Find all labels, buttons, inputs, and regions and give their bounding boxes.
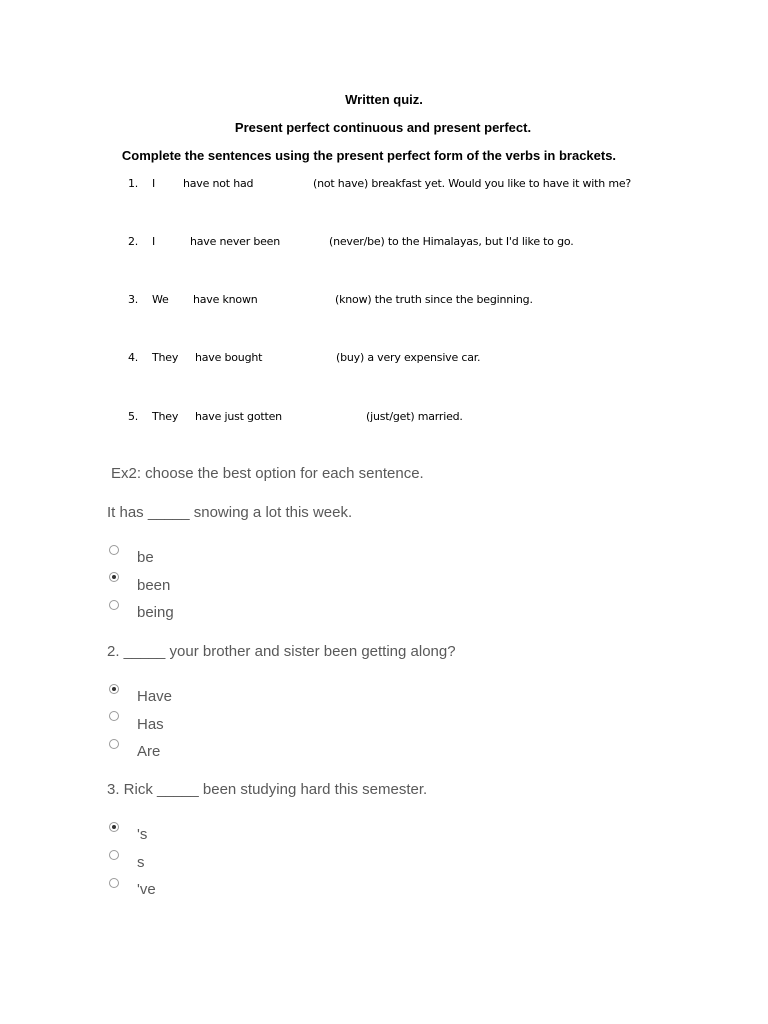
radio-button[interactable] <box>109 711 119 721</box>
radio-button[interactable] <box>109 684 119 694</box>
question-text: It has _____ snowing a lot this week. <box>107 504 353 521</box>
item-number: 2. <box>128 235 139 248</box>
item-answer: have never been <box>190 235 281 248</box>
item-number: 1. <box>128 177 139 190</box>
radio-button[interactable] <box>109 822 119 832</box>
radio-button[interactable] <box>109 572 119 582</box>
option-label[interactable]: Are <box>137 743 161 760</box>
quiz-subtitle: Present perfect continuous and present perfect. <box>234 120 532 135</box>
item-rest: (just/get) married. <box>366 410 463 423</box>
quiz-title: Written quiz. <box>345 92 423 107</box>
exercise-item <box>0 351 768 369</box>
option-label[interactable]: be <box>137 549 154 566</box>
item-rest: (never/be) to the Himalayas, but I'd like to go. <box>329 235 574 248</box>
option-label[interactable]: 've <box>137 881 156 898</box>
item-answer: have not had <box>183 177 254 190</box>
quiz-instruction: Complete the sentences using the present perfect form of the verbs in brackets. <box>121 148 617 163</box>
exercise-item <box>0 410 768 428</box>
item-answer: have just gotten <box>195 410 282 423</box>
exercise-item <box>0 235 768 253</box>
item-subject: They <box>152 410 179 423</box>
option-label[interactable]: been <box>137 577 171 594</box>
radio-button[interactable] <box>109 878 119 888</box>
exercise-item <box>0 293 768 311</box>
item-answer: have known <box>193 293 258 306</box>
item-rest: (buy) a very expensive car. <box>336 351 481 364</box>
option-label[interactable]: Have <box>137 688 173 705</box>
option-label[interactable]: being <box>137 604 174 621</box>
item-number: 3. <box>128 293 139 306</box>
item-rest: (not have) breakfast yet. Would you like to have it with me? <box>313 177 632 190</box>
option-label[interactable]: Has <box>137 716 164 733</box>
radio-button[interactable] <box>109 739 119 749</box>
item-subject: I <box>152 177 156 190</box>
radio-button[interactable] <box>109 545 119 555</box>
item-subject: We <box>152 293 169 306</box>
item-subject: I <box>152 235 156 248</box>
question-text: 3. Rick _____ been studying hard this semester. <box>107 781 428 798</box>
radio-button[interactable] <box>109 850 119 860</box>
item-rest: (know) the truth since the beginning. <box>335 293 533 306</box>
item-number: 5. <box>128 410 139 423</box>
option-label[interactable]: 's <box>137 826 148 843</box>
item-subject: They <box>152 351 179 364</box>
option-label[interactable]: s <box>137 854 145 871</box>
exercise-item <box>0 177 768 195</box>
item-answer: have bought <box>195 351 263 364</box>
item-number: 4. <box>128 351 139 364</box>
radio-button[interactable] <box>109 600 119 610</box>
exercise2-heading: Ex2: choose the best option for each sentence. <box>111 465 424 482</box>
question-text: 2. _____ your brother and sister been getting along? <box>107 643 456 660</box>
